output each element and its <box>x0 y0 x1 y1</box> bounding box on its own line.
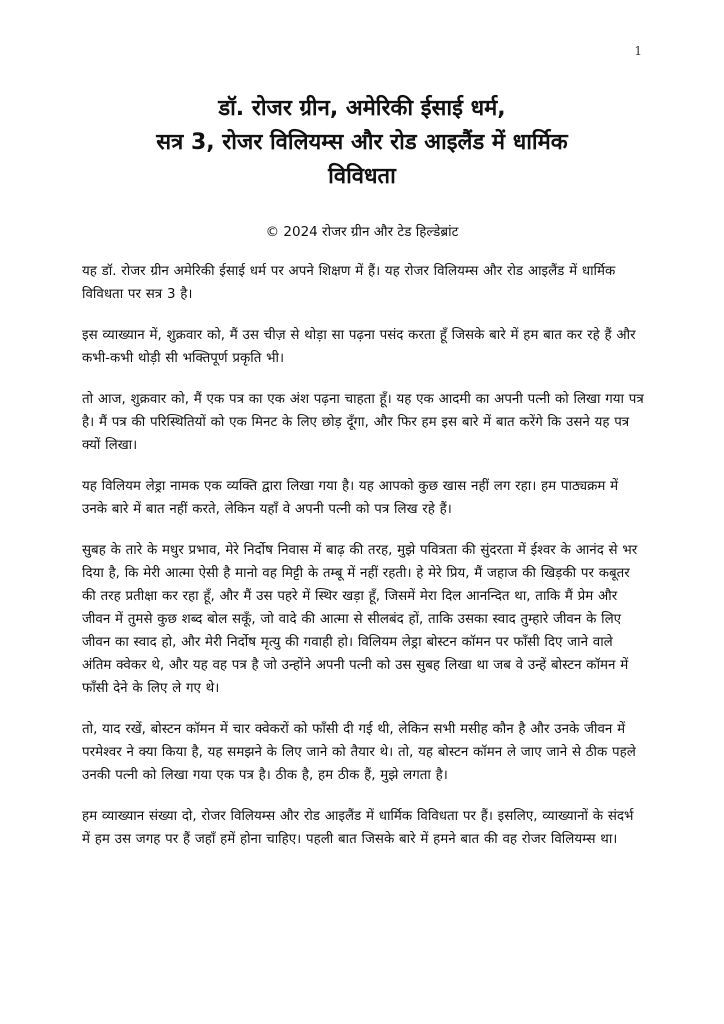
paragraph-4: यह विलियम लेड्रा नामक एक व्यक्ति द्वारा लिखा गया है। यह आपको कुछ खास नहीं लग रहा। हम पाठ्यक्रम में उनके बारे में बात नहीं करते, लेकिन यहाँ वे अपनी पत्नी को पत्र लिख रहे हैं। <box>82 479 619 517</box>
page-number: 1 <box>634 44 642 58</box>
document-body <box>82 260 644 869</box>
copyright-notice: © 2024 रोजर ग्रीन और टेड हिल्डेब्रांट <box>265 224 459 240</box>
paragraph-2: इस व्याख्यान में, शुक्रवार को, मैं उस चीज़ से थोड़ा सा पढ़ना पसंद करता हूँ जिसके बारे में हम बात कर रहे हैं और कभी-कभी थोड़ी सी भक्तिपूर्ण प्रकृति भी। <box>82 328 636 366</box>
document-title <box>80 92 644 194</box>
paragraph-3: तो आज, शुक्रवार को, मैं एक पत्र का एक अंश पढ़ना चाहता हूँ। यह एक आदमी का अपनी पत्नी को लिखा गया पत्र है। मैं पत्र की परिस्थितियों को एक मिनट के लिए छोड़ दूँगा, और फिर हम इस बारे में बात करेंगे कि उसने यह पत्र क्यों लिखा। <box>82 392 644 453</box>
paragraph-6: तो, याद रखें, बोस्टन कॉमन में चार क्वेकरों को फाँसी दी गई थी, लेकिन सभी मसीह कौन है और उनके जीवन में परमेश्वर ने क्या किया है, यह समझने के लिए जाने को तैयार थे। तो, यह बोस्टन कॉमन ले जाए जाने से ठीक पहले उनकी पत्नी को लिखा गया एक पत्र है। ठीक है, हम ठीक हैं, मुझे लगता है। <box>82 722 636 783</box>
paragraph-7: हम व्याख्यान संख्या दो, रोजर विलियम्स और रोड आइलैंड में धार्मिक विविधता पर हैं। इसलिए, व्याख्यानों के संदर्भ में हम उस जगह पर हैं जहाँ हमें होना चाहिए। पहली बात जिसके बारे में हमने बात की वह रोजर विलियम्स था। <box>82 809 634 847</box>
paragraph-1: यह डॉ. रोजर ग्रीन अमेरिकी ईसाई धर्म पर अपने शिक्षण में हैं। यह रोजर विलियम्स और रोड आइलैंड में धार्मिक विविधता पर सत्र 3 है। <box>82 264 616 302</box>
paragraph-5: सुबह के तारे के मधुर प्रभाव, मेरे निर्दोष निवास में बाढ़ की तरह, मुझे पवित्रता की सुंदरता में ईश्वर के आनंद से भर दिया है, कि मेरी आत्मा ऐसी है मानो वह मिट्टी के तम्बू में नहीं रहती। हे मेरे प्रिय, मैं जहाज की खिड़की पर कबूतर की तरह प्रतीक्षा कर रहा हूँ, और मैं उस पहरे में स्थिर खड़ा हूँ, जिसमें मेरा दिल आनन्दित था, ताकि मैं प्रेम और जीवन में तुमसे कुछ शब्द बोल सकूँ, जो वादे की आत्मा से सीलबंद हों, ताकि उसका स्वाद तुम्हारे जीवन के लिए जीवन का स्वाद हो, और मेरी निर्दोष मृत्यु की गवाही हो। विलियम लेड्रा बोस्टन कॉमन पर फाँसी दिए जाने वाले अंतिम क्वेकर थे, और यह वह पत्र है जो उन्होंने अपनी पत्नी को उस सुबह लिखा था जब वे उन्हें बोस्टन कॉमन में फाँसी देने के लिए ले गए थे। <box>82 543 638 696</box>
title-line-1: डॉ. रोजर ग्रीन, अमेरिकी ईसाई धर्म, <box>218 96 506 121</box>
title-line-3: विविधता <box>328 164 396 189</box>
title-line-2: सत्र 3, रोजर विलियम्स और रोड आइलैंड में धार्मिक <box>156 130 568 155</box>
